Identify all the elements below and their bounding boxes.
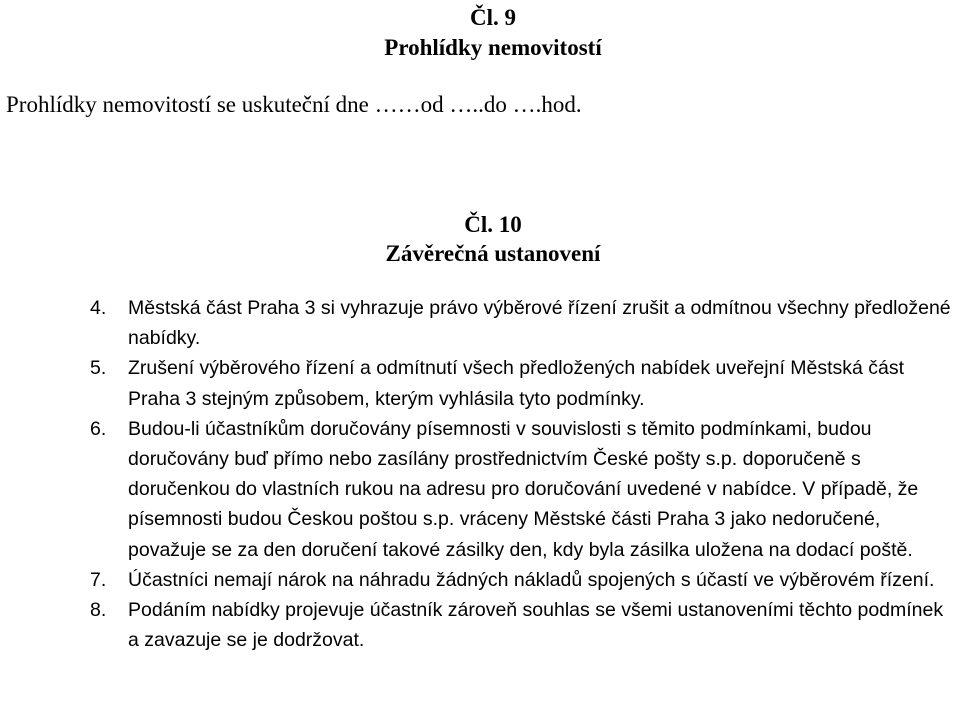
clause-item <box>0 595 960 655</box>
article-9-number: Čl. 9 <box>470 5 516 30</box>
clause-text: Účastníci nemají nárok na náhradu žádných nákladů spojených s účastí ve výběrovém řízení. <box>128 568 935 591</box>
clause-number: 6. <box>90 417 107 440</box>
clause-text: Městská část Praha 3 si vyhrazuje právo výběrové řízení zrušit a odmítnou všechny předložené nabídky. <box>128 297 951 350</box>
article-10-title: Závěrečná ustanovení <box>385 241 601 266</box>
clause-number: 7. <box>90 568 107 591</box>
article-10-clause-list <box>0 293 960 655</box>
clause-number: 4. <box>90 297 107 319</box>
clause-number: 8. <box>90 599 107 622</box>
clause-text: Podáním nabídky projevuje účastník zároveň souhlas se všemi ustanoveními těchto podmínek a zavazuje se je dodržovat. <box>128 599 944 652</box>
clause-item <box>0 414 960 565</box>
clause-text: Budou-li účastníkům doručovány písemnosti v souvislosti s těmito podmínkami, budou doručovány buď přímo nebo zasílány prostřednictvím České pošty s.p. doporučeně s doručenkou do vlastních rukou na adresu pro doručování uvedené v nabídce. V případě, že písemnosti budou Českou poštou s.p. vráceny Městské části Praha 3 jako nedoručené, považuje se za den doručení takové zásilky den, kdy byla zásilka uložena na dodací poště. <box>128 417 919 561</box>
clause-item <box>0 565 960 595</box>
clause-number: 5. <box>90 357 107 380</box>
clause-text: Zrušení výběrového řízení a odmítnutí všech předložených nabídek uveřejní Městská část Praha 3 stejným způsobem, kterým vyhlásila tyto podmínky. <box>128 357 905 410</box>
clause-item <box>0 293 960 353</box>
article-9-text: Prohlídky nemovitostí se uskuteční dne ……od …..do ….hod. <box>6 92 582 117</box>
clause-item <box>0 353 960 413</box>
article-9-title: Prohlídky nemovitostí <box>384 35 602 60</box>
article-10-number: Čl. 10 <box>464 212 522 237</box>
